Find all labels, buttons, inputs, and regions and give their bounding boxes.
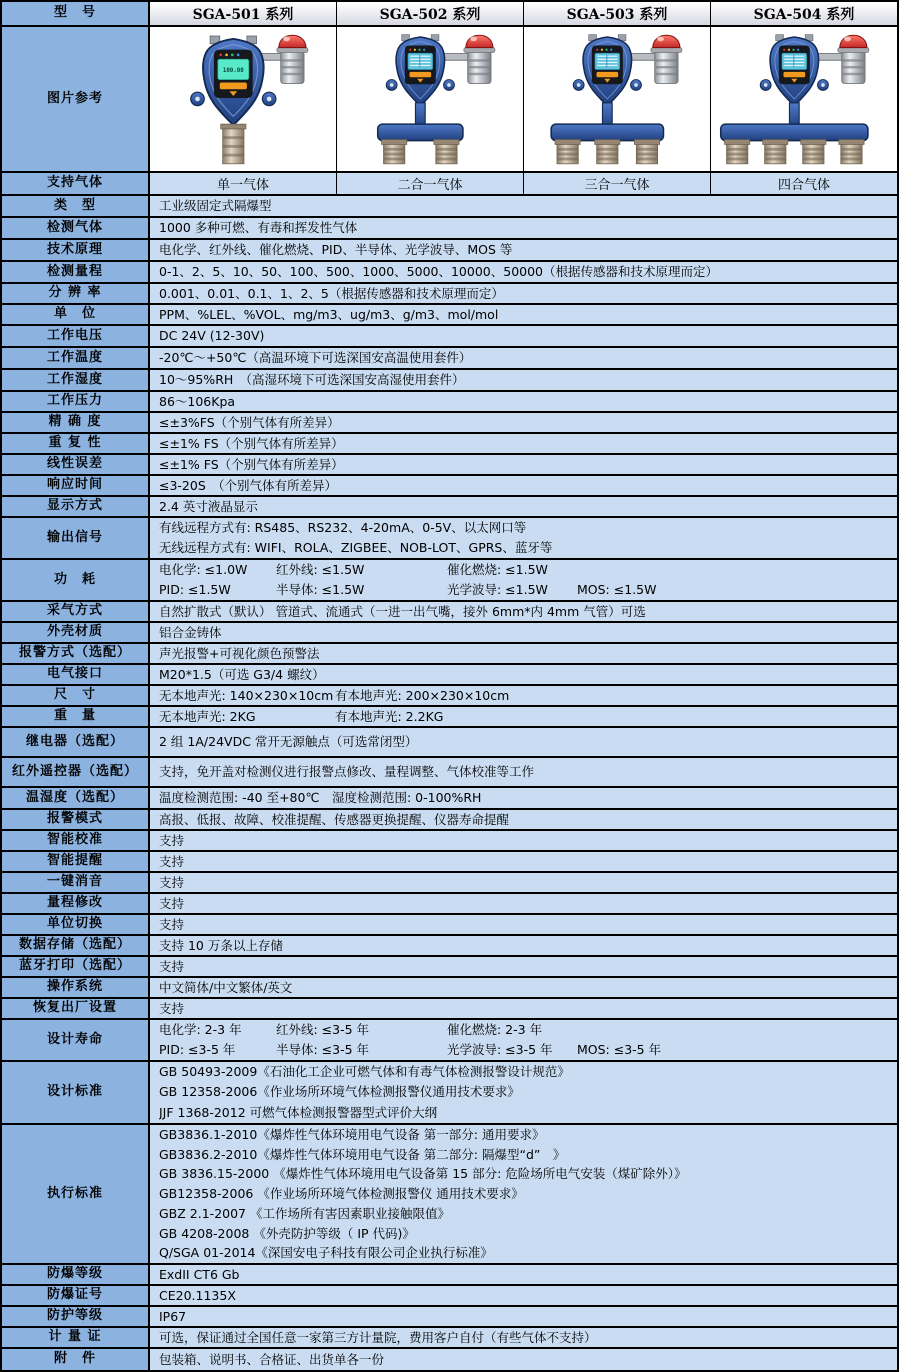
- spec-row-accuracy: [2, 413, 897, 434]
- device-image-sga-501: [150, 27, 337, 171]
- spec-value-line: GB 12358-2006《作业场所环境气体检测报警仪通用技术要求》: [159, 1084, 520, 1100]
- spec-value-segment: PID: ≤3-5 年: [159, 1042, 236, 1057]
- spec-row-target-gas: [2, 218, 897, 240]
- spec-value-line: [159, 560, 897, 580]
- spec-label-os: 操作系统: [2, 978, 150, 997]
- spec-value-segment: MOS: ≤1.5W: [577, 582, 657, 597]
- spec-value-line: 包装箱、说明书、合格证、出货单各一份: [159, 1352, 385, 1367]
- spec-row-temperature: [2, 348, 897, 370]
- spec-label-unit-switch: 单位切换: [2, 915, 150, 934]
- spec-value-design-standards: [150, 1062, 897, 1123]
- spec-value-line: GBZ 2.1-2007 《工作场所有害因素职业接触限值》: [159, 1205, 450, 1221]
- gas-count-sga-503: 三合一气体: [524, 173, 711, 194]
- spec-row-execution-standards: [2, 1125, 897, 1265]
- spec-value-line: -20℃～+50℃（高温环境下可选深国安高温使用套件）: [159, 350, 472, 365]
- spec-value-response-time: [150, 476, 897, 495]
- spec-value-line: ≤±3%FS（个别气体有所差异）: [159, 415, 340, 430]
- spec-row-unit-switch: [2, 915, 897, 936]
- spec-value-segment: 无本地声光: 140×230×10cm: [159, 688, 334, 703]
- spec-value-line: GB 3836.15-2000 《爆炸性气体环境用电气设备第 15 部分: 危险场所电气安装（煤矿除外）》: [159, 1166, 687, 1182]
- spec-row-metrology-cert: [2, 1328, 897, 1349]
- device-image-sga-502: [337, 27, 524, 171]
- spec-label-temp-humidity-optional: 温湿度（选配）: [2, 788, 150, 808]
- spec-value-alarm-modes: [150, 810, 897, 829]
- spec-value-explosion-proof-cert: [150, 1286, 897, 1305]
- spec-label-design-standards: 设计标准: [2, 1062, 150, 1123]
- spec-value-line: M20*1.5（可选 G3/4 螺纹）: [159, 667, 325, 682]
- spec-value-factory-reset: [150, 999, 897, 1018]
- spec-value-electrical-port: [150, 665, 897, 684]
- spec-label-pressure: 工作压力: [2, 392, 150, 411]
- spec-value-line: IP67: [159, 1309, 187, 1324]
- spec-label-design-life: 设计寿命: [2, 1020, 150, 1060]
- spec-label-unit: 单 位: [2, 305, 150, 324]
- spec-row-one-key-mute: [2, 873, 897, 894]
- spec-value-line: 自然扩散式（默认） 管道式、流通式（一进一出气嘴，接外 6mm*内 4mm 气管）可选: [159, 604, 646, 619]
- spec-label-accuracy: 精 确 度: [2, 413, 150, 432]
- spec-row-weight: [2, 707, 897, 728]
- model-header-row: [2, 2, 897, 27]
- spec-row-electrical-port: [2, 665, 897, 686]
- svg-text:100.00: 100.00: [222, 67, 244, 74]
- spec-row-relay-optional: [2, 728, 897, 758]
- spec-value-accuracy: [150, 413, 897, 432]
- spec-value-line: [159, 580, 897, 600]
- spec-value-line: 支持: [159, 896, 185, 911]
- model-name-sga-501: SGA-501 系列: [150, 2, 337, 25]
- spec-row-voltage: [2, 326, 897, 348]
- spec-value-protection-grade: [150, 1307, 897, 1326]
- spec-value-line: 支持 10 万条以上存储: [159, 938, 283, 953]
- spec-label-temperature: 工作温度: [2, 348, 150, 368]
- spec-label-weight: 重 量: [2, 707, 150, 726]
- spec-value-design-life: [150, 1020, 897, 1060]
- spec-row-os: [2, 978, 897, 999]
- spec-value-resolution: [150, 284, 897, 303]
- spec-label-electrical-port: 电气接口: [2, 665, 150, 684]
- spec-label-accessories: 附 件: [2, 1349, 150, 1370]
- spec-row-temp-humidity-optional: [2, 788, 897, 810]
- spec-value-pressure: [150, 392, 897, 411]
- spec-row-unit: [2, 305, 897, 326]
- model-name-sga-504: SGA-504 系列: [711, 2, 897, 25]
- spec-value-bt-print-optional: [150, 957, 897, 976]
- spec-row-bt-print-optional: [2, 957, 897, 978]
- spec-label-smart-calibration: 智能校准: [2, 831, 150, 850]
- spec-value-os: [150, 978, 897, 997]
- spec-row-alarm-mode-optional: [2, 644, 897, 665]
- spec-value-unit-switch: [150, 915, 897, 934]
- spec-label-range-modify: 量程修改: [2, 894, 150, 913]
- spec-value-segment: 光学波导: ≤3-5 年: [447, 1042, 553, 1057]
- spec-value-segment: MOS: ≤3-5 年: [577, 1042, 662, 1057]
- spec-row-range: [2, 262, 897, 284]
- spec-value-segment: 红外线: ≤1.5W: [276, 562, 365, 577]
- spec-value-line: GB12358-2006 《作业场所环境气体检测报警仪 通用技术要求》: [159, 1186, 524, 1202]
- spec-value-segment: 有本地声光: 200×230×10cm: [335, 688, 510, 703]
- model-name-sga-502: SGA-502 系列: [337, 2, 524, 25]
- spec-value-output-signal: [150, 518, 897, 558]
- spec-label-data-storage-optional: 数据存储（选配）: [2, 936, 150, 955]
- spec-value-line: 可选，保证通过全国任意一家第三方计量院，费用客户自付（有些气体不支持）: [159, 1330, 597, 1345]
- spec-value-segment: 无本地声光: 2KG: [159, 709, 256, 724]
- spec-label-output-signal: 输出信号: [2, 518, 150, 558]
- spec-label-explosion-proof-cert: 防爆证号: [2, 1286, 150, 1305]
- spec-value-line: 86～106Kpa: [159, 394, 236, 409]
- spec-value-explosion-proof-grade: [150, 1265, 897, 1284]
- spec-value-segment: 半导体: ≤3-5 年: [276, 1042, 370, 1057]
- spec-value-line: ≤±1% FS（个别气体有所差异）: [159, 436, 344, 451]
- gas-count-sga-504: 四合气体: [711, 173, 897, 194]
- spec-row-design-life: [2, 1020, 897, 1062]
- spec-label-protection-grade: 防护等级: [2, 1307, 150, 1326]
- spec-value-data-storage-optional: [150, 936, 897, 955]
- spec-label-bt-print-optional: 蓝牙打印（选配）: [2, 957, 150, 976]
- spec-row-data-storage-optional: [2, 936, 897, 957]
- spec-value-line: 0-1、2、5、10、50、100、500、1000、5000、10000、50000（根据传感器和技术原理而定）: [159, 264, 719, 279]
- spec-value-dimensions: [150, 686, 897, 705]
- spec-row-type: [2, 196, 897, 218]
- spec-label-response-time: 响应时间: [2, 476, 150, 495]
- spec-value-line: 2.4 英寸液晶显示: [159, 499, 258, 514]
- spec-row-humidity: [2, 370, 897, 392]
- spec-value-housing: [150, 623, 897, 642]
- device-image-sga-503: [524, 27, 711, 171]
- image-reference-row: [2, 27, 897, 173]
- spec-value-execution-standards: [150, 1125, 897, 1263]
- supported-gas-row: [2, 173, 897, 196]
- spec-value-line: 2 组 1A/24VDC 常开无源触点（可选常闭型）: [159, 734, 418, 749]
- spec-value-segment: 光学波导: ≤1.5W: [447, 582, 548, 597]
- spec-row-pressure: [2, 392, 897, 413]
- spec-row-response-time: [2, 476, 897, 497]
- spec-value-voltage: [150, 326, 897, 346]
- spec-label-humidity: 工作湿度: [2, 370, 150, 390]
- spec-label-display: 显示方式: [2, 497, 150, 516]
- spec-row-sampling: [2, 602, 897, 623]
- spec-value-one-key-mute: [150, 873, 897, 892]
- spec-value-line: 电化学、红外线、催化燃烧、PID、半导体、光学波导、MOS 等: [159, 242, 513, 257]
- spec-value-display: [150, 497, 897, 516]
- spec-value-ir-remote-optional: [150, 758, 897, 786]
- spec-value-sampling: [150, 602, 897, 621]
- spec-row-factory-reset: [2, 999, 897, 1020]
- spec-value-type: [150, 196, 897, 216]
- spec-label-voltage: 工作电压: [2, 326, 150, 346]
- spec-row-protection-grade: [2, 1307, 897, 1328]
- spec-value-line: 有线远程方式有: RS485、RS232、4-20mA、0-5V、以太网口等: [159, 520, 527, 535]
- header-label-supported-gas: 支持气体: [2, 173, 150, 194]
- spec-value-line: [159, 1020, 897, 1040]
- spec-value-line: Q/SGA 01-2014《深国安电子科技有限公司企业执行标准》: [159, 1245, 493, 1261]
- spec-value-segment: 半导体: ≤1.5W: [276, 582, 365, 597]
- spec-rows-container: [2, 196, 897, 1370]
- spec-label-power-consumption: 功 耗: [2, 560, 150, 600]
- spec-label-ir-remote-optional: 红外遥控器（选配）: [2, 758, 150, 786]
- spec-value-segment: 催化燃烧: 2-3 年: [447, 1022, 543, 1037]
- spec-value-segment: 催化燃烧: ≤1.5W: [447, 562, 548, 577]
- spec-value-relay-optional: [150, 728, 897, 756]
- spec-value-line: 支持: [159, 854, 185, 869]
- spec-value-segment: PID: ≤1.5W: [159, 582, 231, 597]
- spec-value-segment: 红外线: ≤3-5 年: [276, 1022, 370, 1037]
- spec-value-temperature: [150, 348, 897, 368]
- spec-row-output-signal: [2, 518, 897, 560]
- spec-value-humidity: [150, 370, 897, 390]
- spec-value-segment: 电化学: ≤1.0W: [159, 562, 248, 577]
- spec-label-alarm-mode-optional: 报警方式（选配）: [2, 644, 150, 663]
- spec-value-segment: 电化学: 2-3 年: [159, 1022, 242, 1037]
- spec-value-line: 工业级固定式隔爆型: [159, 198, 272, 213]
- spec-value-line: 支持，免开盖对检测仪进行报警点修改、量程调整、气体校准等工作: [159, 764, 535, 779]
- device-image-sga-504: [711, 27, 897, 171]
- spec-value-line: 1000 多种可燃、有毒和挥发性气体: [159, 220, 358, 235]
- spec-row-explosion-proof-cert: [2, 1286, 897, 1307]
- spec-value-accessories: [150, 1349, 897, 1370]
- model-name-sga-503: SGA-503 系列: [524, 2, 711, 25]
- spec-label-type: 类 型: [2, 196, 150, 216]
- spec-value-line: ExdII CT6 Gb: [159, 1267, 240, 1282]
- spec-value-line: 高报、低报、故障、校准提醒、传感器更换提醒、仪器寿命提醒: [159, 812, 510, 827]
- spec-row-principle: [2, 240, 897, 262]
- spec-value-power-consumption: [150, 560, 897, 600]
- spec-value-smart-reminder: [150, 852, 897, 871]
- spec-label-housing: 外壳材质: [2, 623, 150, 642]
- spec-label-smart-reminder: 智能提醒: [2, 852, 150, 871]
- spec-row-ir-remote-optional: [2, 758, 897, 788]
- spec-value-line: ≤±1% FS（个别气体有所差异）: [159, 457, 344, 472]
- spec-value-line: 声光报警+可视化颜色预警法: [159, 646, 320, 661]
- header-label-model: 型 号: [2, 2, 150, 25]
- spec-value-repeatability: [150, 434, 897, 453]
- spec-label-repeatability: 重 复 性: [2, 434, 150, 453]
- spec-row-accessories: [2, 1349, 897, 1370]
- spec-value-line: 0.001、0.01、0.1、1、2、5（根据传感器和技术原理而定）: [159, 286, 504, 301]
- spec-label-explosion-proof-grade: 防爆等级: [2, 1265, 150, 1284]
- spec-value-temp-humidity-optional: [150, 788, 897, 808]
- spec-value-smart-calibration: [150, 831, 897, 850]
- spec-label-range: 检测量程: [2, 262, 150, 282]
- spec-value-line: 温度检测范围: -40 至+80℃ 湿度检测范围: 0-100%RH: [159, 790, 482, 805]
- spec-row-alarm-modes: [2, 810, 897, 831]
- spec-value-line: ≤3-20S （个别气体有所差异）: [159, 478, 338, 493]
- spec-value-line: PPM、%LEL、%VOL、mg/m3、ug/m3、g/m3、mol/mol: [159, 307, 499, 322]
- spec-value-linearity: [150, 455, 897, 474]
- spec-value-line: 无线远程方式有: WIFI、ROLA、ZIGBEE、NOB-LOT、GPRS、蓝牙等: [159, 540, 553, 555]
- spec-value-range: [150, 262, 897, 282]
- spec-value-line: 支持: [159, 917, 185, 932]
- spec-value-line: GB3836.1-2010《爆炸性气体环境用电气设备 第一部分: 通用要求》: [159, 1127, 545, 1143]
- spec-value-segment: 有本地声光: 2.2KG: [335, 709, 444, 724]
- gas-count-sga-502: 二合一气体: [337, 173, 524, 194]
- spec-row-resolution: [2, 284, 897, 305]
- spec-value-unit: [150, 305, 897, 324]
- spec-row-design-standards: [2, 1062, 897, 1125]
- spec-row-linearity: [2, 455, 897, 476]
- spec-value-line: 支持: [159, 1001, 185, 1016]
- header-label-images: 图片参考: [2, 27, 150, 171]
- spec-value-metrology-cert: [150, 1328, 897, 1347]
- spec-value-line: JJF 1368-2012 可燃气体检测报警器型式评价大纲: [159, 1104, 438, 1120]
- spec-row-smart-reminder: [2, 852, 897, 873]
- spec-value-line: CE20.1135X: [159, 1288, 236, 1303]
- spec-label-sampling: 采气方式: [2, 602, 150, 621]
- gas-count-sga-501: 单一气体: [150, 173, 337, 194]
- spec-label-dimensions: 尺 寸: [2, 686, 150, 705]
- spec-row-repeatability: [2, 434, 897, 455]
- spec-value-target-gas: [150, 218, 897, 238]
- spec-value-line: [159, 707, 897, 726]
- spec-label-factory-reset: 恢复出厂设置: [2, 999, 150, 1018]
- spec-value-principle: [150, 240, 897, 260]
- spec-value-line: 10～95%RH （高湿环境下可选深国安高湿使用套件）: [159, 372, 465, 387]
- spec-value-line: 铝合金铸体: [159, 625, 222, 640]
- spec-value-weight: [150, 707, 897, 726]
- spec-value-line: [159, 1040, 897, 1060]
- spec-label-resolution: 分 辨 率: [2, 284, 150, 303]
- spec-value-line: GB 50493-2009《石油化工企业可燃气体和有毒气体检测报警设计规范》: [159, 1064, 570, 1079]
- spec-row-explosion-proof-grade: [2, 1265, 897, 1286]
- spec-value-alarm-mode-optional: [150, 644, 897, 663]
- spec-value-line: [159, 686, 897, 705]
- spec-value-line: 支持: [159, 833, 185, 848]
- spec-value-line: 支持: [159, 875, 185, 890]
- spec-label-execution-standards: 执行标准: [2, 1125, 150, 1263]
- spec-label-metrology-cert: 计 量 证: [2, 1328, 150, 1347]
- spec-row-display: [2, 497, 897, 518]
- spec-value-line: GB3836.2-2010《爆炸性气体环境用电气设备 第二部分: 隔爆型“d” 》: [159, 1146, 566, 1162]
- spec-label-relay-optional: 继电器（选配）: [2, 728, 150, 756]
- spec-row-dimensions: [2, 686, 897, 707]
- spec-row-power-consumption: [2, 560, 897, 602]
- spec-row-housing: [2, 623, 897, 644]
- spec-value-line: 中文简体/中文繁体/英文: [159, 980, 293, 995]
- spec-label-linearity: 线性误差: [2, 455, 150, 474]
- spec-label-principle: 技术原理: [2, 240, 150, 260]
- spec-label-alarm-modes: 报警模式: [2, 810, 150, 829]
- spec-value-line: 支持: [159, 959, 185, 974]
- spec-label-one-key-mute: 一键消音: [2, 873, 150, 892]
- spec-value-range-modify: [150, 894, 897, 913]
- spec-row-range-modify: [2, 894, 897, 915]
- spec-value-line: DC 24V (12-30V): [159, 328, 265, 343]
- spec-value-line: GB 4208-2008 《外壳防护等级（ IP 代码)》: [159, 1225, 415, 1241]
- spec-label-target-gas: 检测气体: [2, 218, 150, 238]
- spec-row-smart-calibration: [2, 831, 897, 852]
